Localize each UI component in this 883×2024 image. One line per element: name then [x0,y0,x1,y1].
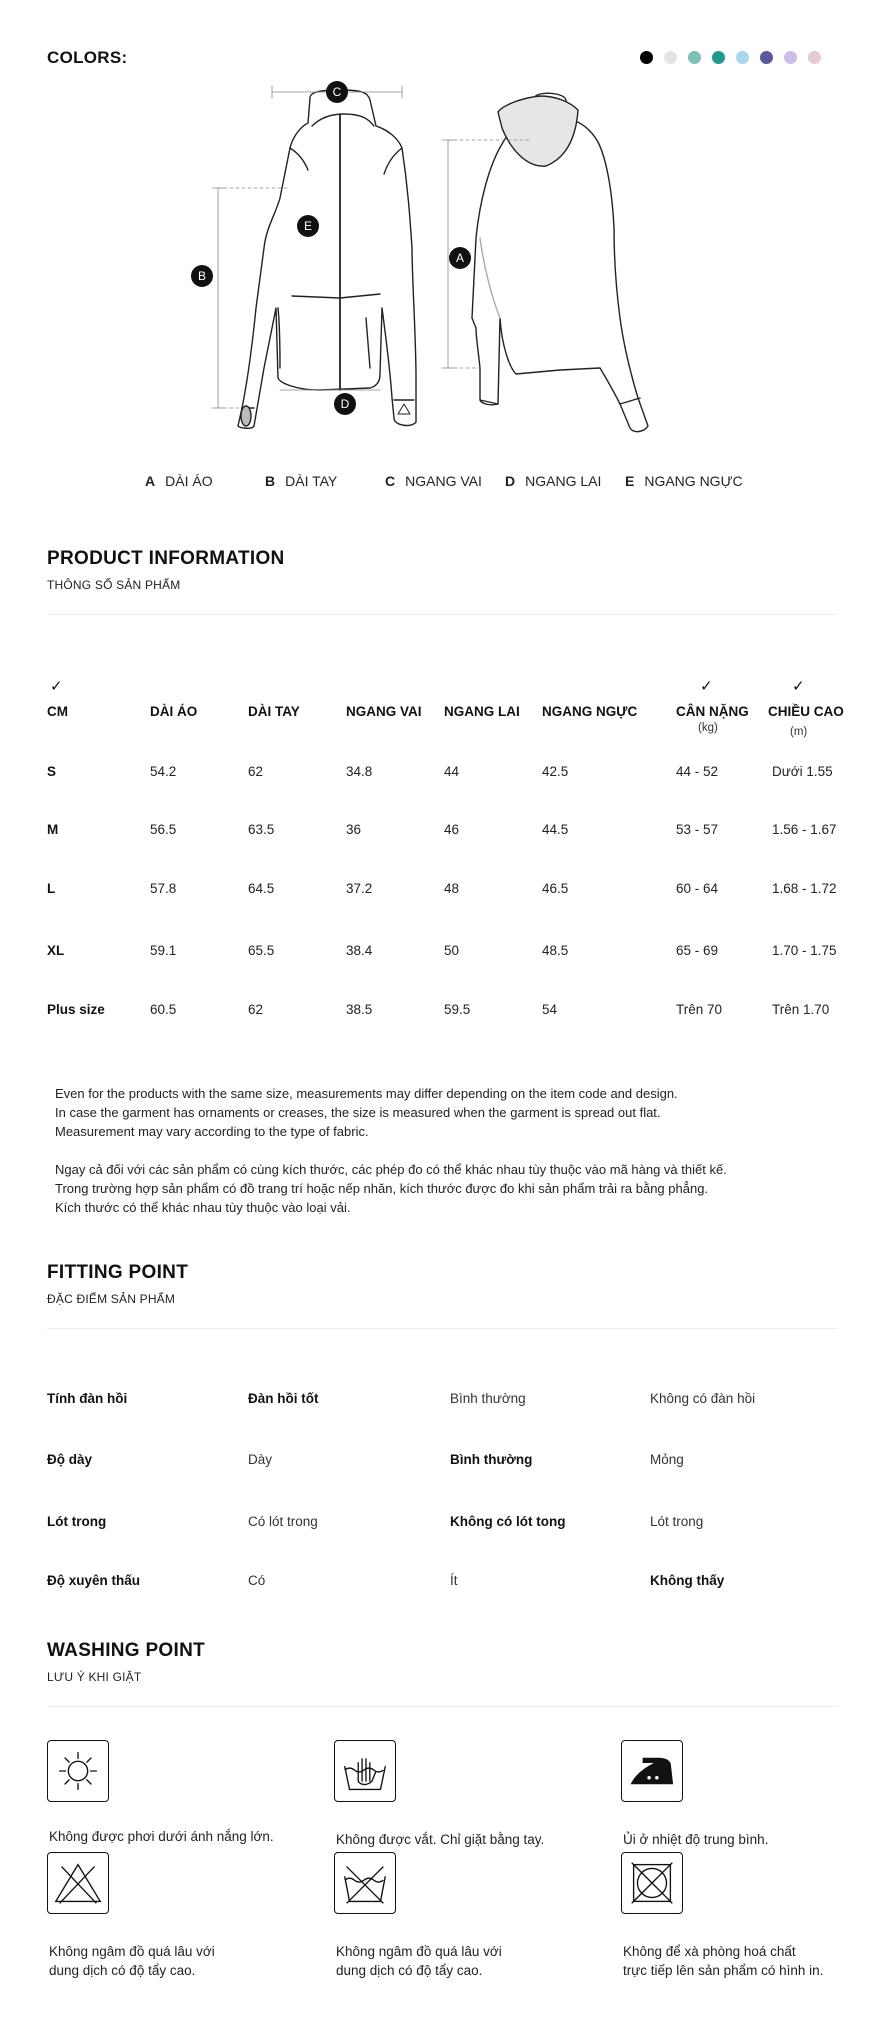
fitting-option: Có [248,1573,266,1588]
check-icon: ✓ [792,678,805,695]
fitting-label: Lót trong [47,1514,107,1529]
table-cell: Trên 1.70 [772,1002,830,1017]
table-cell: 44.5 [542,822,569,837]
table-cell: Trên 70 [676,1002,723,1017]
table-cell: 54 [542,1002,558,1017]
iron-medium-icon [621,1740,683,1802]
fitting-option: Bình thường [450,1391,526,1406]
table-cell: 62 [248,764,264,779]
color-swatch [784,51,797,64]
product-info-title: PRODUCT INFORMATION [47,548,285,569]
fitting-option: Dày [248,1452,273,1467]
garment-diagram [180,78,720,468]
fitting-subtitle: ĐẶC ĐIỂM SẢN PHẨM [47,1292,176,1306]
table-cell: 48 [444,881,460,896]
table-cell: 37.2 [346,881,373,896]
size-label: S [47,764,57,779]
color-swatch [760,51,773,64]
table-cell: 46.5 [542,881,569,896]
table-header: NGANG LAI [444,704,520,719]
svg-text:E: E [303,219,313,233]
washing-caption: dung dịch có độ tẩy cao. [49,1963,196,1978]
color-swatch [736,51,749,64]
table-cell: 60 - 64 [676,881,719,896]
size-label: L [47,881,56,896]
table-header: CM [47,704,68,719]
table-header: NGANG VAI [346,704,422,719]
no-tumble-dry-icon [621,1852,683,1914]
table-cell: 54.2 [150,764,177,779]
svg-text:A: A [455,251,465,265]
front-jacket-outline [238,90,416,428]
table-cell: 48.5 [542,943,569,958]
table-cell: 65 - 69 [676,943,719,958]
back-hood-shadow [498,96,578,166]
table-cell: 36 [346,822,362,837]
fitting-option-selected: Bình thường [450,1452,533,1467]
color-swatch [712,51,725,64]
washing-subtitle: LƯU Ý KHI GIẶT [47,1670,142,1684]
front-hood-inner [312,114,374,126]
table-cell: 59.1 [150,943,177,958]
color-swatch [808,51,821,64]
fitting-title: FITTING POINT [47,1262,189,1283]
marker-b [191,265,213,287]
height-unit: (m) [790,726,808,738]
table-header: DÀI ÁO [150,704,198,719]
check-icon: ✓ [50,678,63,695]
size-label: M [47,822,59,837]
sun-icon [47,1740,109,1802]
svg-text:D: D [340,397,350,411]
table-cell: 46 [444,822,460,837]
table-cell: 57.8 [150,881,177,896]
legend-item-b: B DÀI TAY [265,473,338,489]
marker-c [326,81,348,103]
table-cell: 60.5 [150,1002,177,1017]
weight-unit: (kg) [698,722,718,734]
washing-caption: trực tiếp lên sản phẩm có hình in. [623,1963,824,1978]
marker-d [334,393,356,415]
check-icon: ✓ [700,678,713,695]
fitting-label: Độ xuyên thấu [47,1573,141,1588]
note-line: Kích thước có thể khác nhau tùy thuộc vào loại vải. [55,1200,351,1215]
note-line: In case the garment has ornaments or creases, the size is measured when the garment is spread out flat. [55,1105,661,1120]
washing-title: WASHING POINT [47,1640,206,1661]
divider [47,1706,837,1707]
hand-wash-icon [334,1740,396,1802]
colors-heading: COLORS: [47,48,128,67]
table-cell: 50 [444,943,460,958]
table-cell: 64.5 [248,881,275,896]
note-line: Ngay cả đối với các sản phẩm có cùng kích thước, các phép đo có thể khác nhau tùy thuộc vào mã hàng và thiết kế. [55,1162,727,1177]
color-swatch [688,51,701,64]
table-cell: 38.5 [346,1002,373,1017]
marker-a [449,247,471,269]
table-header: NGANG NGỰC [542,704,638,719]
legend-item-e: E NGANG NGỰC [625,473,743,489]
fitting-label: Độ dày [47,1452,93,1467]
washing-caption: Không được phơi dưới ánh nắng lớn. [49,1829,274,1844]
note-line: Trong trường hợp sản phẩm có đồ trang trí hoặc nếp nhăn, kích thước được đo khi sản phẩm trải ra bằng phẳng. [55,1181,709,1196]
table-cell: 56.5 [150,822,177,837]
fitting-option: Không có đàn hồi [650,1391,756,1406]
table-header: CÂN NẶNG [676,704,749,719]
table-cell: 53 - 57 [676,822,719,837]
legend-item-c: C NGANG VAI [385,473,482,489]
marker-e [297,215,319,237]
fitting-option: Ít [450,1573,458,1588]
washing-caption: Không ngâm đồ quá lâu với [336,1944,502,1959]
table-cell: 44 - 52 [676,764,719,779]
product-info-subtitle: THÔNG SỐ SẢN PHẨM [47,578,181,592]
washing-caption: dung dịch có độ tẩy cao. [336,1963,483,1978]
svg-text:B: B [197,269,207,283]
svg-text:C: C [332,85,342,99]
size-label: Plus size [47,1002,105,1017]
table-cell: 1.70 - 1.75 [772,943,837,958]
legend-item-a: A DÀI ÁO [145,473,213,489]
size-label: XL [47,943,65,958]
note-line: Even for the products with the same size, measurements may differ depending on the item code and design. [55,1086,678,1101]
table-cell: 65.5 [248,943,275,958]
table-cell: 1.68 - 1.72 [772,881,837,896]
washing-caption: Không ngâm đồ quá lâu với [49,1944,215,1959]
table-cell: Dưới 1.55 [772,764,833,779]
table-header: CHIỀU CAO [768,704,844,719]
washing-caption: Không để xà phòng hoá chất [623,1944,796,1959]
table-cell: 34.8 [346,764,373,779]
no-soak-icon [334,1852,396,1914]
table-cell: 63.5 [248,822,275,837]
washing-caption: Ủi ở nhiệt độ trung bình. [623,1832,769,1847]
color-swatch [640,51,653,64]
table-header: DÀI TAY [248,704,300,719]
table-cell: 42.5 [542,764,569,779]
fitting-option: Lót trong [650,1514,704,1529]
note-line: Measurement may vary according to the type of fabric. [55,1124,369,1139]
divider [47,1328,837,1329]
fitting-option-selected: Không có lót tong [450,1514,566,1529]
fitting-option-selected: Không thấy [650,1573,725,1588]
table-cell: 59.5 [444,1002,471,1017]
no-bleach-icon [47,1852,109,1914]
divider [47,614,837,615]
table-cell: 38.4 [346,943,373,958]
color-swatch [664,51,677,64]
washing-caption: Không được vắt. Chỉ giặt bằng tay. [336,1832,545,1847]
table-cell: 44 [444,764,460,779]
fitting-option: Mỏng [650,1452,684,1467]
legend-item-d: D NGANG LAI [505,473,602,489]
fitting-option-selected: Đàn hồi tốt [248,1391,319,1406]
table-cell: 1.56 - 1.67 [772,822,837,837]
fitting-option: Có lót trong [248,1514,318,1529]
table-cell: 62 [248,1002,264,1017]
fitting-label: Tính đàn hồi [47,1391,128,1406]
